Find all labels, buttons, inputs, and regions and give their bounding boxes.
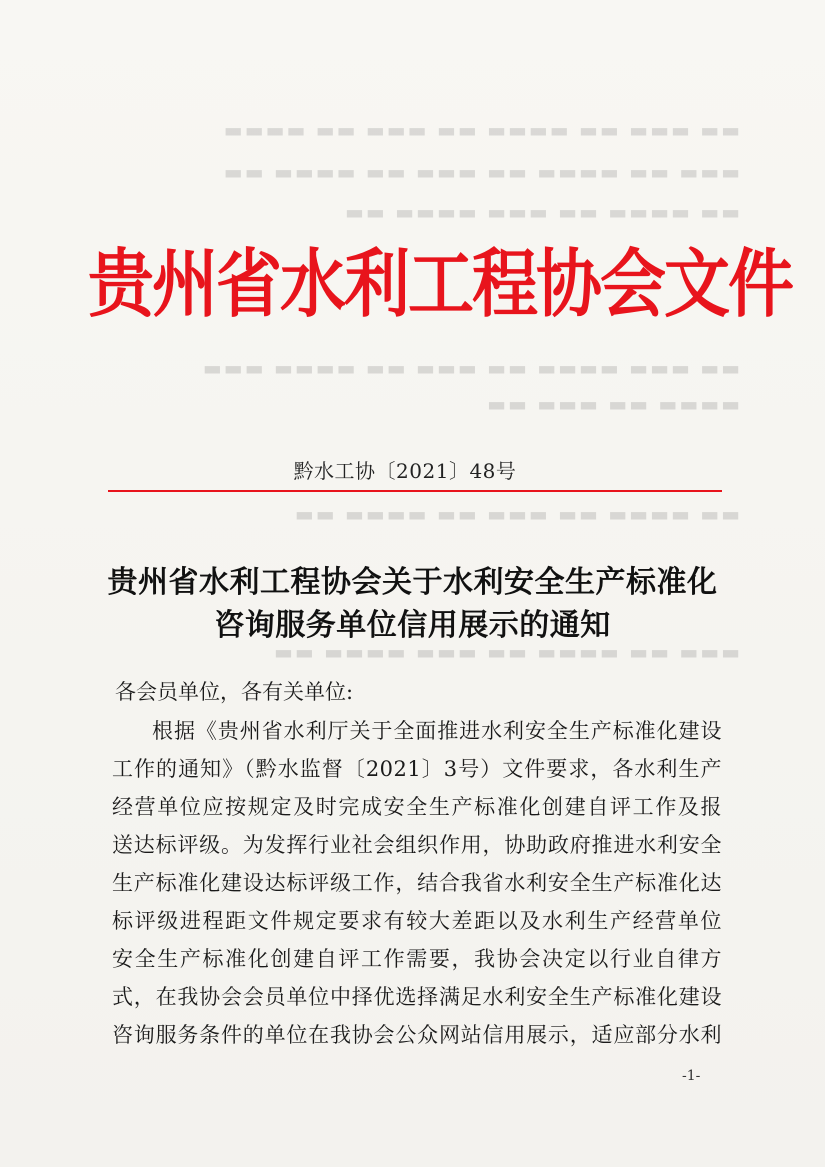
bleed-through-texture: ▬▬ ▬▬▬ ▬▬▬▬ ▬▬ ▬▬▬ ▬▬ ▬▬▬▬ ▬▬▬ [200, 356, 740, 380]
red-divider-line [108, 490, 722, 492]
bleed-through-texture: ▬▬▬ ▬▬ ▬▬▬▬ ▬▬ ▬▬▬ ▬▬▬▬ ▬▬ [271, 640, 740, 664]
salutation: 各会员单位，各有关单位: [115, 680, 354, 704]
body-line: 经营单位应按规定及时完成安全生产标准化创建自评工作及报 [112, 795, 722, 819]
document-number: 黔水工协〔2021〕48号 [293, 459, 517, 483]
bleed-through-texture: ▬▬ ▬▬▬ ▬▬ ▬▬▬▬ ▬▬ ▬▬▬ ▬▬ ▬▬▬▬ [221, 118, 740, 142]
bleed-through-texture: ▬▬▬▬ ▬▬ ▬▬▬ ▬▬ [485, 392, 740, 416]
bleed-through-texture: ▬▬▬ ▬▬ ▬▬▬▬ ▬▬ ▬▬▬ ▬▬ ▬▬▬▬ ▬▬ [221, 160, 740, 184]
body-line: 生产标准化建设达标评级工作，结合我省水利安全生产标准化达 [112, 871, 722, 895]
bleed-through-texture: ▬▬ ▬▬▬▬ ▬▬ ▬▬▬ ▬▬▬▬ ▬▬ [342, 200, 740, 224]
body-line: 咨询服务条件的单位在我协会公众网站信用展示，适应部分水利 [112, 1023, 722, 1047]
body-line: 工作的通知》（黔水监督〔2021〕3号）文件要求，各水利生产 [112, 757, 722, 781]
notice-title-line-2: 咨询服务单位信用展示的通知 [214, 608, 611, 643]
body-line: 式，在我协会会员单位中择优选择满足水利安全生产标准化建设 [112, 985, 722, 1009]
body-line: 送达标评级。为发挥行业社会组织作用，协助政府推进水利安全 [112, 833, 722, 857]
body-line: 标评级进程距文件规定要求有较大差距以及水利生产经营单位 [112, 909, 722, 933]
body-line: 根据《贵州省水利厅关于全面推进水利安全生产标准化建设 [152, 719, 722, 743]
bleed-through-texture: ▬▬ ▬▬▬▬ ▬▬ ▬▬▬ ▬▬ ▬▬▬▬ ▬▬ [292, 502, 740, 526]
page-number: -1- [682, 1068, 701, 1084]
notice-title-line-1: 贵州省水利工程协会关于水利安全生产标准化 [107, 565, 718, 600]
issuer-header: 贵州省水利工程协会文件 [88, 241, 792, 328]
body-line: 安全生产标准化创建自评工作需要，我协会决定以行业自律方 [112, 947, 722, 971]
body-paragraph [112, 712, 722, 1054]
